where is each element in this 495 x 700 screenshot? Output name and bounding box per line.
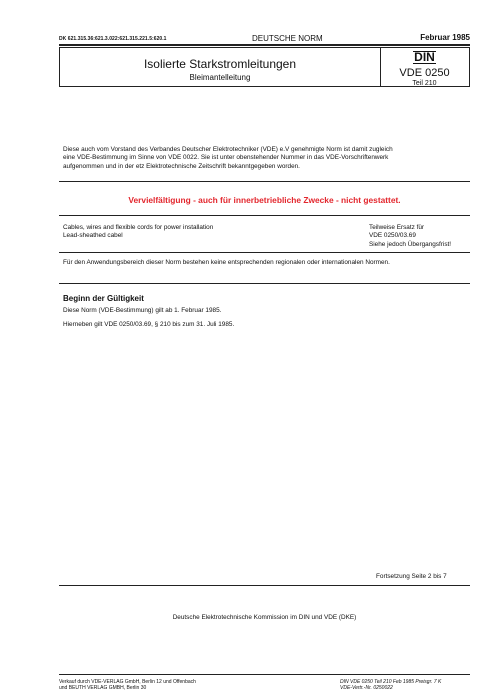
publisher-info: [59, 679, 196, 692]
dk-classification: DK 621.315.36:621.3.022:621.315.221.5:620.1: [59, 36, 167, 42]
intro-line: Diese auch vom Vorstand des Verbandes Deutscher Elektrotechniker (VDE) e.V genehmigte Norm ist damit zugleich: [63, 146, 393, 153]
document-subtitle: Bleimantelleitung: [189, 73, 251, 82]
publisher-line: und BEUTH VERLAG GMBH, Berlin 30: [59, 685, 147, 692]
order-info: [340, 679, 441, 692]
english-title: [63, 224, 213, 241]
continuation-note: Fortsetzung Seite 2 bis 7: [376, 573, 447, 580]
divider: [59, 181, 470, 182]
commission-line: Deutsche Elektrotechnische Kommission im DIN und VDE (DKE): [172, 614, 357, 621]
part-number: Teil 210: [412, 80, 437, 87]
document-title: Isolierte Starkstromleitungen: [143, 57, 297, 71]
scope-note: Für den Anwendungsbereich dieser Norm bestehen keine entsprechenden regionalen oder internationalen Normen.: [63, 259, 390, 266]
publisher-line: Verkauf durch VDE-VERLAG GmbH, Berlin 12 und Offenbach: [59, 679, 196, 685]
intro-line: aufgenommen und in der etz Elektrotechnische Zeitschrift bekanntgegeben worden.: [63, 162, 300, 170]
validity-heading: Beginn der Gültigkeit: [63, 294, 144, 303]
order-line: VDE-Vertr.-Nr. 0250022: [340, 685, 393, 692]
validity-line: Diese Norm (VDE-Bestimmung) gilt ab 1. Februar 1985.: [63, 307, 222, 314]
norm-type: DEUTSCHE NORM: [252, 34, 323, 43]
replacement-note: [369, 224, 451, 249]
title-cell: [60, 48, 381, 86]
english-title-line: Lead-sheathed cabel: [63, 232, 123, 240]
validity-line: Hierneben gilt VDE 0250/03.69, § 210 bis zum 31. Juli 1985.: [63, 321, 235, 328]
footer-rule: [59, 674, 470, 675]
english-title-line: Cables, wires and flexible cords for power installation: [63, 224, 214, 231]
din-cell: [380, 48, 469, 86]
replacement-line: VDE 0250/03.69: [369, 232, 416, 240]
order-line: DIN VDE 0250 Teil 210 Feb 1985 Preisgr. 7 K: [340, 679, 442, 685]
intro-paragraph: [63, 146, 393, 171]
header-row: [59, 33, 470, 43]
issue-date: Februar 1985: [420, 33, 470, 42]
divider: [59, 215, 470, 216]
copy-warning: Vervielfältigung - auch für innerbetriebliche Zwecke - nicht gestattet.: [128, 195, 401, 205]
title-block: [59, 47, 470, 87]
header-rule: [59, 44, 470, 46]
replacement-line: Siehe jedoch Übergangsfrist!: [369, 240, 452, 248]
divider: [59, 252, 470, 253]
vde-number: VDE 0250: [399, 67, 450, 79]
din-logo: DIN: [414, 50, 435, 64]
divider: [59, 585, 470, 586]
divider: [59, 283, 470, 284]
intro-line: eine VDE-Bestimmung im Sinne von VDE 0022. Sie ist unter obenstehender Nummer in das VDE-Vorschriftenwerk: [63, 154, 389, 162]
replacement-line: Teilweise Ersatz für: [369, 224, 425, 231]
